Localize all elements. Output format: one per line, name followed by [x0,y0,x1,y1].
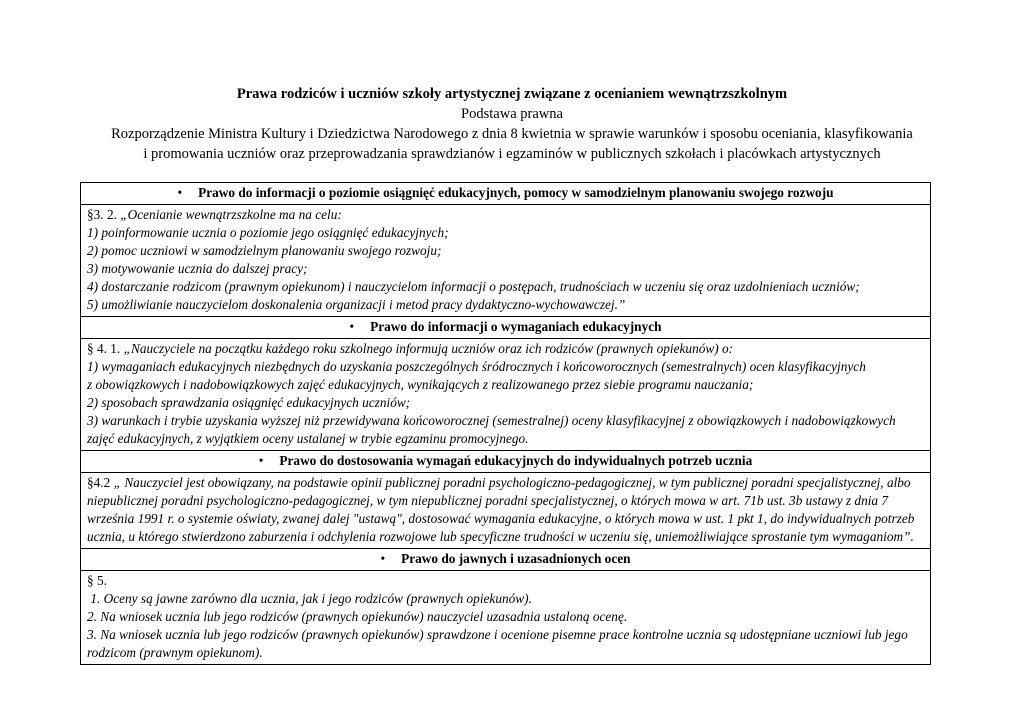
regulation-line-1: Rozporządzenie Ministra Kultury i Dziedzictwa Narodowego z dnia 8 kwietnia w sprawie warunków i sposobu oceniania, klasyfikowania [111,126,913,142]
section-title-row [81,451,931,473]
section-intro [87,474,924,492]
section-intro [87,572,924,590]
section-body-row [81,205,931,317]
document-subtitle: Podstawa prawna [461,106,563,122]
bullet-icon: • [380,551,386,566]
paragraph-number: § 4. 1. [87,341,124,356]
section-title-text: Prawo do informacji o wymaganiach edukacyjnych [370,319,662,334]
text-line: 1. Oceny są jawne zarówno dla ucznia, jak i jego rodziców (prawnych opiekunów). [87,591,532,606]
text-line: rodzicom (prawnym opiekunom). [87,645,263,660]
section-title-row [81,317,931,339]
text-line: 2) sposobach sprawdzania osiągnięć edukacyjnych uczniów; [87,395,411,410]
section-body [81,205,931,317]
section-title-row [81,549,931,571]
text-line: z obowiązkowych i nadobowiązkowych zajęć edukacyjnych, wynikających z realizowanego przez siebie programu nauczania; [87,377,754,392]
section-title-row [81,183,931,205]
section-title-text: Prawo do dostosowania wymagań edukacyjnych do indywidualnych potrzeb ucznia [279,453,753,468]
text-line: 1) wymaganiach edukacyjnych niezbędnych do uzyskania poszczególnych śródrocznych i końcoworocznych (semestralnych) ocen klasyfikacyjnych [87,359,866,374]
paragraph-number: § 5. [87,573,107,588]
section-intro [87,340,924,358]
bullet-icon: • [258,453,264,468]
bullet-icon: • [177,185,183,200]
text-line: 4) dostarczanie rodzicom (prawnym opiekunom) i nauczycielom informacji o postępach, trudnościach w uczeniu się oraz uzdolnieniach uczniów; [87,279,860,294]
intro-text: „Nauczyciele na początku każdego roku szkolnego informują uczniów oraz ich rodziców (prawnych opiekunów) o: [123,341,734,356]
paragraph-number: §3. 2. [87,207,121,222]
rights-table [80,182,931,665]
intro-text: „ Nauczyciel jest obowiązany, na podstawie opinii publicznej poradni psychologiczno-pedagogicznej, w tym publicznej poradni specjalistycznej, albo [113,475,911,490]
section-body-row [81,339,931,451]
section-body [81,571,931,665]
section-body-row [81,473,931,549]
text-line: 2) pomoc uczniowi w samodzielnym planowaniu swojego rozwoju; [87,243,442,258]
section-body [81,473,931,549]
bullet-icon: • [349,319,355,334]
section-title [81,317,931,339]
regulation-line-2: i promowania uczniów oraz przeprowadzania sprawdzianów i egzaminów w publicznych szkołach i placówkach artystycznych [143,146,881,162]
document-title: Prawa rodziców i uczniów szkoły artystycznej związane z ocenianiem wewnątrzszkolnym [236,86,788,102]
paragraph-number: §4.2 [87,475,114,490]
text-line: niepublicznej poradni psychologiczno-pedagogicznej, w tym niepublicznej poradni specjalistycznej, o których mowa w art. 71b ust. 3b ustawy z dnia 7 [87,493,889,508]
section-title [81,183,931,205]
intro-text: „Ocenianie wewnątrzszkolne ma na celu: [120,207,342,222]
section-title-text: Prawo do jawnych i uzasadnionych ocen [401,551,631,566]
text-line: 5) umożliwianie nauczycielom doskonalenia organizacji i metod pracy dydaktyczno-wychowawczej.” [87,297,626,312]
text-line: 3. Na wniosek ucznia lub jego rodziców (prawnych opiekunów) sprawdzone i ocenione pisemne prace kontrolne ucznia są udostępniane uczniowi lub jego [87,627,908,642]
section-body-row [81,571,931,665]
text-line: zajęć edukacyjnych, z wyjątkiem oceny ustalanej w trybie egzaminu promocyjnego. [87,431,529,446]
text-line: września 1991 r. o systemie oświaty, zwanej dalej "ustawą", dostosować wymagania edukacyjne, o których mowa w ust. 1 pkt 1, do indywidualnych potrzeb [87,511,915,526]
section-title-text: Prawo do informacji o poziomie osiągnięć edukacyjnych, pomocy w samodzielnym planowaniu swojego rozwoju [198,185,834,200]
text-line: 2. Na wniosek ucznia lub jego rodziców (prawnych opiekunów) nauczyciel uzasadnia ustaloną ocenę. [87,609,628,624]
text-line: ucznia, u którego stwierdzono zaburzenia i odchylenia rozwojowe lub specyficzne trudności w uczeniu się, uniemożliwiające sprostanie tym wymaganiom”. [87,529,914,544]
text-line: 3) warunkach i trybie uzyskania wyższej niż przewidywana końcoworocznej (semestralnej) oceny klasyfikacyjnej z obowiązkowych i nadobowiązkowych [87,413,896,428]
text-line: 3) motywowanie ucznia do dalszej pracy; [87,261,308,276]
section-title [81,451,931,473]
section-body [81,339,931,451]
document-header [60,84,964,164]
section-title [81,549,931,571]
section-intro [87,206,924,224]
text-line: 1) poinformowanie ucznia o poziomie jego osiągnięć edukacyjnych; [87,225,449,240]
